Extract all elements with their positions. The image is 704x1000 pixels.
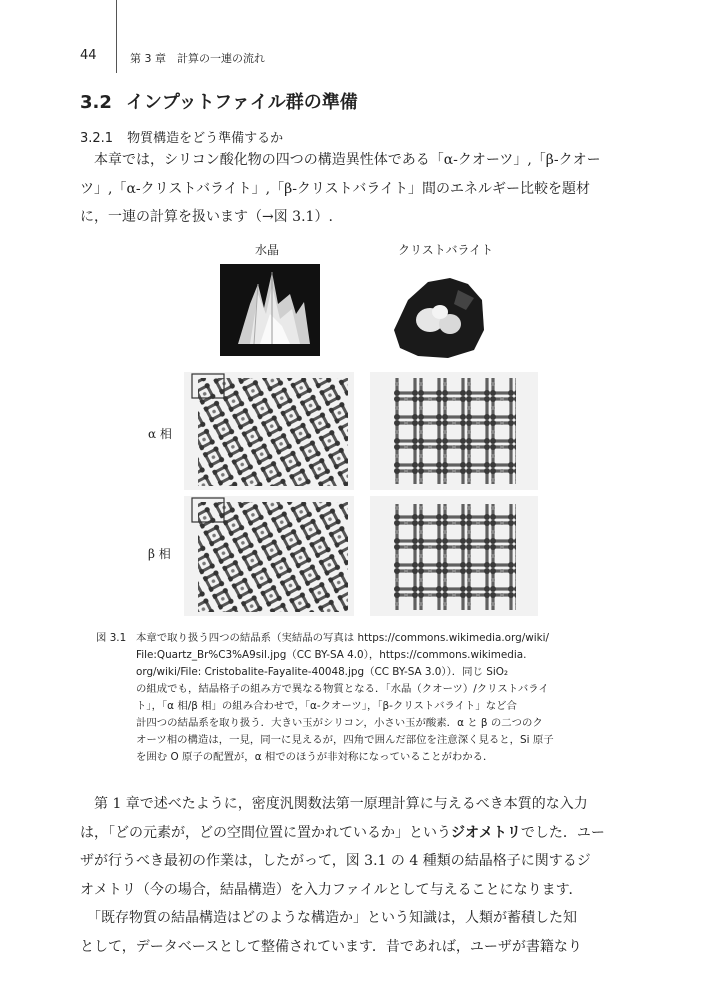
- section-number: 3.2: [80, 92, 112, 113]
- row-label-beta: β 相: [148, 547, 171, 561]
- caption-line: を囲む O 原子の配置が，α 相でのほうが非対称になっていることがわかる．: [136, 751, 494, 763]
- caption-line: オーツ相の構造は，一見，同一に見えるが，四角で囲んだ部位を注意深く見ると，Si 原子: [136, 734, 554, 746]
- caption-line: org/wiki/File: Cristobalite-Fayalite-40048.jpg（CC BY-SA 3.0））．同じ SiO₂: [136, 666, 509, 678]
- keyword-geometry: ジオメトリ: [451, 824, 521, 841]
- row-label-alpha: α 相: [148, 427, 172, 441]
- beta-quartz-structure: [184, 496, 354, 616]
- text-span: でした．ユー: [520, 824, 605, 841]
- running-header: 第 3 章 計算の一連の流れ: [130, 52, 265, 65]
- body-paragraph-2: [80, 904, 625, 961]
- text-line: ザが行うべき最初の作業は，したがって，図 3.1 の 4 種類の結晶格子に関するジ: [80, 853, 591, 869]
- caption-line: ト」，「α 相/β 相」の組み合わせで，「α-クオーツ」，「β-クリストバライト」など合: [136, 700, 517, 712]
- text-line: ツ」,「α-クリストバライト」,「β-クリストバライト」間のエネルギー比較を題材: [80, 180, 590, 197]
- alpha-cristobalite-structure: [370, 372, 538, 490]
- beta-cristobalite-structure: [370, 496, 538, 616]
- caption-body: [136, 630, 626, 766]
- intro-paragraph: [80, 146, 625, 232]
- subsection-heading: [80, 127, 283, 146]
- caption-line: の組成でも，結晶格子の組み方で異なる物質となる．「水晶（クオーツ）/クリストバライ: [136, 683, 549, 695]
- text-line: として，データベースとして整備されています．昔であれば，ユーザが書籍なり: [80, 938, 582, 955]
- text-line: 本章では，シリコン酸化物の四つの構造異性体である「α-クオーツ」,「β-クオー: [94, 152, 601, 168]
- body-paragraph-1: [80, 790, 625, 904]
- caption-line: 計四つの結晶系を取り扱う．大きい玉がシリコン，小さい玉が酸素．α と β の二つのク: [136, 717, 543, 729]
- section-heading: [80, 88, 358, 114]
- column-label-quartz: 水晶: [255, 243, 280, 257]
- page-number: 44: [80, 48, 97, 63]
- caption-line: File:Quartz_Br%C3%A9sil.jpg（CC BY-SA 4.0），https://commons.wikimedia.: [136, 649, 527, 661]
- section-title: インプットファイル群の準備: [125, 92, 358, 113]
- text-line: オメトリ（今の場合，結晶構造）を入力ファイルとして与えることになります．: [80, 881, 583, 898]
- quartz-photo: [220, 264, 320, 356]
- text-line: 第 1 章で述べたように，密度汎関数法第一原理計算に与えるべき本質的な入力: [94, 796, 588, 812]
- header-rule: [116, 0, 117, 73]
- column-label-cristobalite: クリストバライト: [398, 243, 494, 257]
- subsection-title: 物質構造をどう準備するか: [127, 131, 284, 146]
- alpha-quartz-structure: [184, 372, 354, 490]
- text-line: [80, 819, 625, 848]
- caption-line: 本章で取り扱う四つの結晶系（実結晶の写真は https://commons.wikimedia.org/wiki/: [136, 632, 550, 644]
- subsection-number: 3.2.1: [80, 131, 114, 146]
- text-line: に，一連の計算を扱います（→図 3.1）.: [80, 209, 333, 225]
- text-line: 「既存物質の結晶構造はどのような構造か」という知識は，人類が蓄積した知: [87, 910, 577, 926]
- cristobalite-photo: [388, 270, 488, 360]
- figure-caption: [96, 630, 626, 766]
- caption-number: 図 3.1: [96, 632, 127, 644]
- text-span: は，「どの元素が，どの空間位置に置かれているか」という: [80, 824, 451, 841]
